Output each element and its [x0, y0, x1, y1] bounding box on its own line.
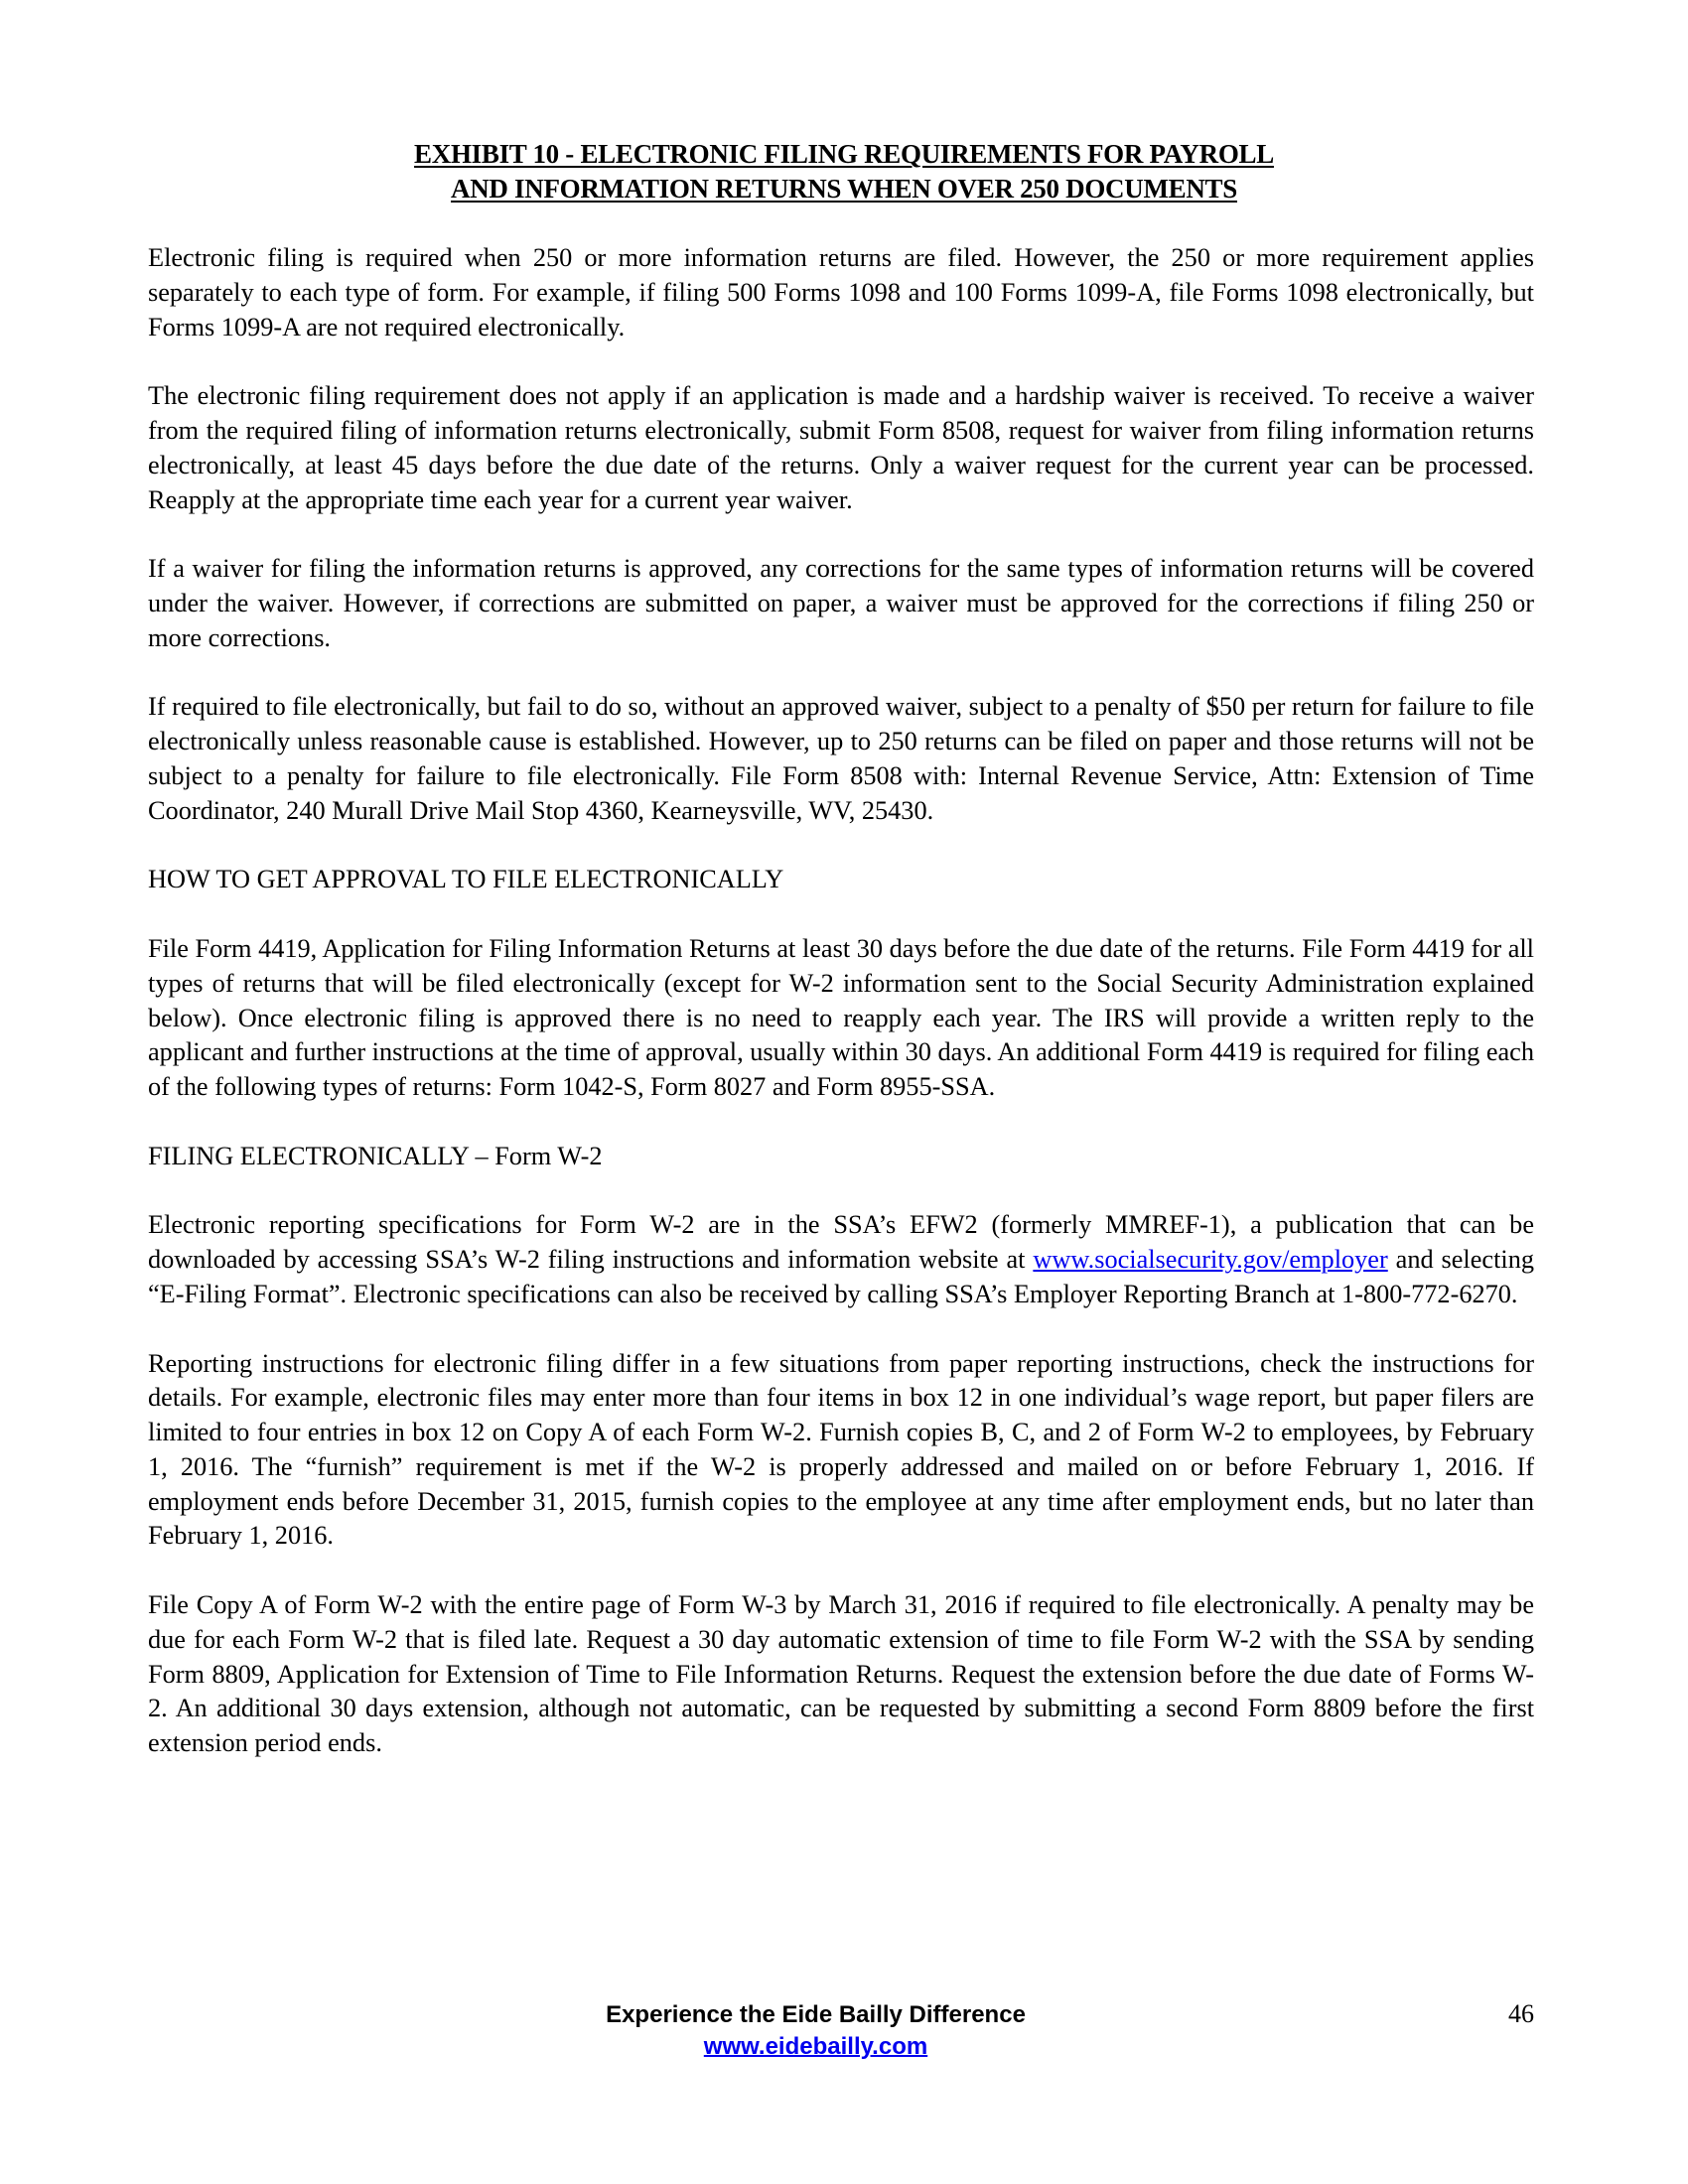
title-line-2: AND INFORMATION RETURNS WHEN OVER 250 DOCUMENTS: [451, 174, 1237, 204]
paragraph-penalty: If required to file electronically, but fail to do so, without an approved waiver, subject to a penalty of $50 per return for failure to file electronically unless reasonable cause is established. However, up to 250 returns can be filed on paper and those returns will not be subject to a penalty for failure to file electronically. File Form 8508 with: Internal Revenue Service, Attn: Extension of Time Coordinator, 240 Murall Drive Mail Stop 4360, Kearneysville, WV, 25430.: [148, 692, 1534, 825]
ssa-employer-link[interactable]: www.socialsecurity.gov/employer: [1033, 1245, 1388, 1275]
eidebailly-link[interactable]: www.eidebailly.com: [703, 2033, 928, 2060]
page-number: 46: [1508, 1999, 1534, 2028]
paragraph-waiver-corrections: If a waiver for filing the information returns is approved, any corrections for the same types of information returns will be covered under the waiver. However, if corrections are submitted on paper, a waiver must be approved for the corrections if filing 250 or more corrections.: [148, 554, 1534, 652]
paragraph-efw2: [148, 1208, 1534, 1311]
document-body: [148, 241, 1534, 1796]
title-line-1: EXHIBIT 10 - ELECTRONIC FILING REQUIREMENTS FOR PAYROLL: [414, 139, 1274, 169]
paragraph-hardship-waiver: The electronic filing requirement does not apply if an application is made and a hardship waiver is received. To receive a waiver from the required filing of information returns electronically, submit Form 8508, request for waiver from filing information returns electronically, at least 45 days before the due date of the returns. Only a waiver request for the current year can be processed. Reapply at the appropriate time each year for a current year waiver.: [148, 381, 1534, 514]
paragraph-reporting-instructions: Reporting instructions for electronic filing differ in a few situations from paper reporting instructions, check the instructions for details. For example, electronic files may enter more than four items in box 12 in one individual’s wage report, but paper filers are limited to four entries in box 12 on Copy A of each Form W-2. Furnish copies B, C, and 2 of Form W-2 to employees, by February 1, 2016. The “furnish” requirement is met if the W-2 is properly addressed and mailed on or before February 1, 2016. If employment ends before December 31, 2015, furnish copies to the employee at any time after employment ends, but no later than February 1, 2016.: [148, 1348, 1534, 1551]
paragraph-file-copy-a: File Copy A of Form W-2 with the entire page of Form W-3 by March 31, 2016 if required to file electronically. A penalty may be due for each Form W-2 that is filed late. Request a 30 day automatic extension of time to file Form W-2 with the SSA by sending Form 8809, Application for Extension of Time to File Information Returns. Request the extension before the due date of Forms W-2. An additional 30 days extension, although not automatic, can be requested by submitting a second Form 8809 before the first extension period ends.: [148, 1590, 1534, 1758]
paragraph-250-requirement: Electronic filing is required when 250 or more information returns are filed. However, the 250 or more requirement applies separately to each type of form. For example, if filing 500 Forms 1098 and 100 Forms 1099-A, file Forms 1098 electronically, but Forms 1099-A are not required electronically.: [148, 243, 1534, 341]
efw2-text-after: and selecting “E-Filing Format”. Electronic specifications can also be received by calling SSA’s Employer Reporting Branch at 1-800-772-6270.: [148, 1245, 1534, 1308]
section-heading-w2: FILING ELECTRONICALLY – Form W-2: [148, 1141, 603, 1170]
exhibit-title: [0, 137, 1688, 206]
footer-tagline: Experience the Eide Bailly Difference: [606, 2001, 1026, 2028]
paragraph-form-4419: File Form 4419, Application for Filing Information Returns at least 30 days before the due date of the returns. File Form 4419 for all types of returns that will be filed electronically (except for W-2 information sent to the Social Security Administration explained below). Once electronic filing is approved there is no need to reapply each year. The IRS will provide a written reply to the applicant and further instructions at the time of approval, usually within 30 days. An additional Form 4419 is required for filing each of the following types of returns: Form 1042-S, Form 8027 and Form 8955-SSA.: [148, 933, 1534, 1102]
section-heading-approval: HOW TO GET APPROVAL TO FILE ELECTRONICALLY: [148, 865, 784, 894]
footer-url-wrap: [0, 2033, 1631, 2061]
efw2-text-before: Electronic reporting specifications for Form W-2 are in the SSA’s EFW2 (formerly MMREF-1), a publication that can be downloaded by accessing SSA’s W-2 filing instructions and information website at: [148, 1210, 1534, 1275]
